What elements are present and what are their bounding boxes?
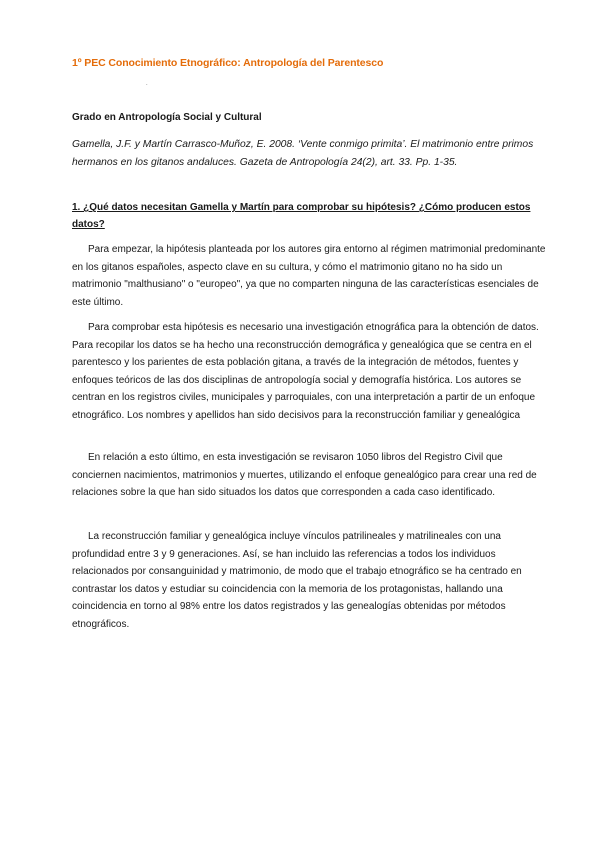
question-heading: 1. ¿Qué datos necesitan Gamella y Martín para comprobar su hipótesis? ¿Cómo producen estos datos?	[72, 202, 531, 230]
body-paragraph-4: La reconstrucción familiar y genealógica incluye vínculos patrilineales y matrilineales con una profundidad entre 3 y 9 generaciones. Así, se han incluido las referencias a todos los individuos relacionados por consanguinidad y matrimonio, de modo que el trabajo etnográfico se ha centrado en contrastar los datos y estudiar su coincidencia con la memoria de los protagonistas, hallando una coincidencia en torno al 98% entre los datos registrados y las genealogías obtenidas por métodos etnográficos.	[72, 531, 522, 630]
body-paragraph-2: Para comprobar esta hipótesis es necesario una investigación etnográfica para la obtención de datos. Para recopilar los datos se ha hecho una reconstrucción demográfica y genealógica que se centra en el parentesco y los parientes de esta población gitana, a través de la integración de métodos, fuentes y enfoques teóricos de las dos disciplinas de antropología social y demografía histórica. Los autores se centran en los registros civiles, municipales y parroquiales, con una interpretación a partir de un enfoque etnográfico. Los nombres y apellidos han sido decisivos para la reconstrucción familiar y genealógica	[72, 322, 539, 421]
body-paragraph-3: En relación a esto último, en esta investigación se revisaron 1050 libros del Registro Civil que conciernen nacimientos, matrimonios y muertes, utilizando el enfoque genealógico para crear una red de relaciones sobre la que han sido situados los datos que corresponden a cada caso identificado.	[72, 452, 537, 499]
stray-dot: .	[146, 81, 148, 87]
reference-citation: Gamella, J.F. y Martín Carrasco-Muñoz, E. 2008. ‘Vente conmigo primita’. El matrimonio entre primos hermanos en los gitanos andaluces. Gazeta de Antropología 24(2), art. 33. Pp. 1-35.	[72, 139, 534, 168]
degree-heading: Grado en Antropología Social y Cultural	[72, 112, 262, 123]
document-title: 1º PEC Conocimiento Etnográfico: Antropología del Parentesco	[72, 57, 384, 69]
body-paragraph-1: Para empezar, la hipótesis planteada por los autores gira entorno al régimen matrimonial predominante en los gitanos españoles, aspecto clave en su cultura, y cómo el matrimonio gitano no ha sido un matrimonio "malthusiano" o "europeo", ya que no comparten ninguna de las características esenciales de este último.	[72, 244, 546, 308]
